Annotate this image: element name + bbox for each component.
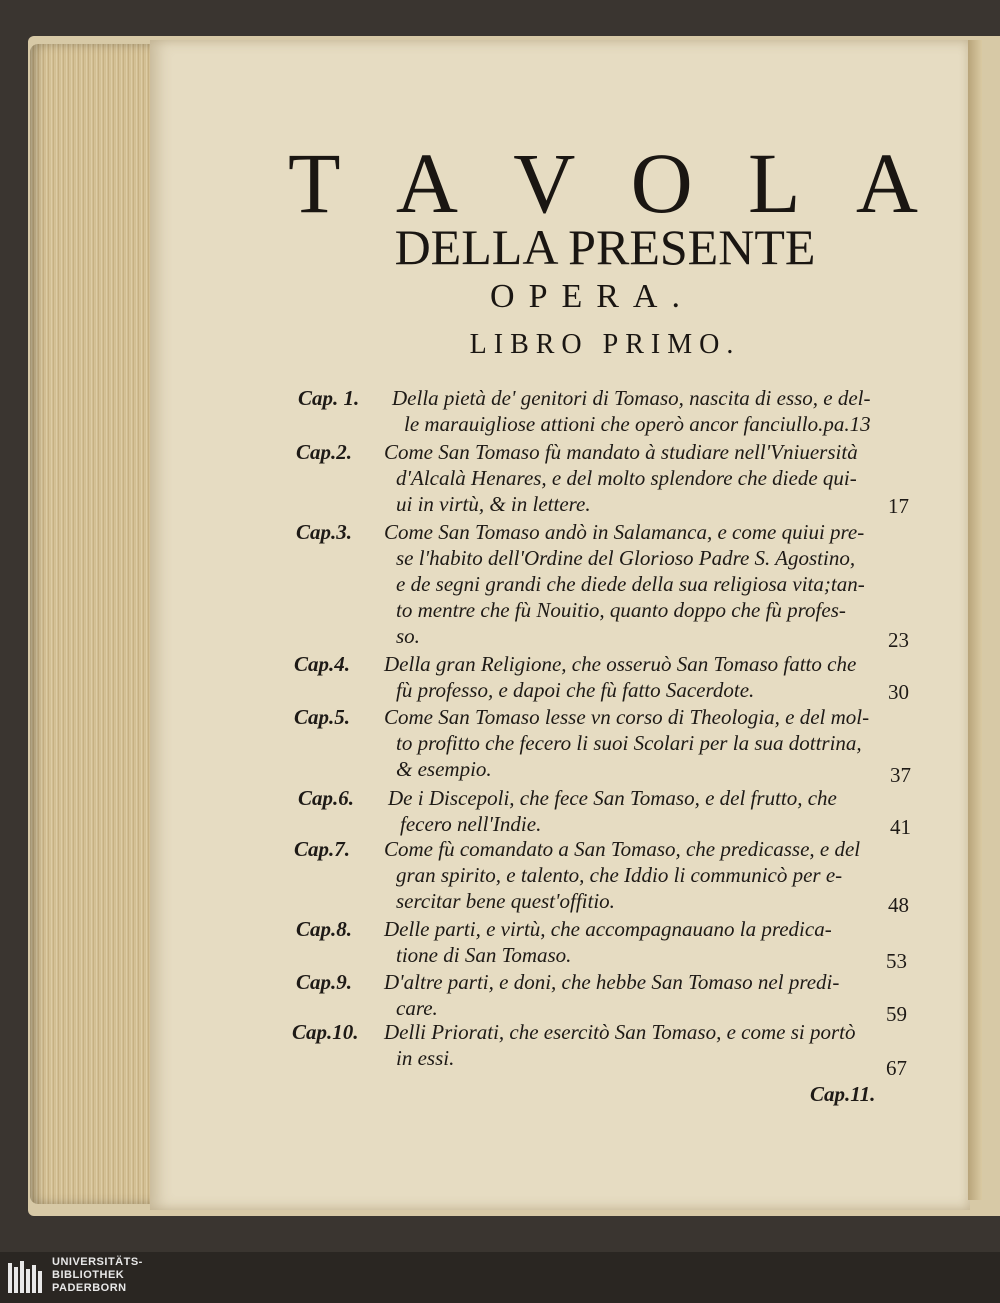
toc-page-number: 37 [890,763,911,787]
library-footer [0,1252,1000,1303]
toc-entry-line: fecero nell'Indie. [400,812,542,836]
toc-entry-line: Come San Tomaso lesse vn corso di Theologia, e del mol- [384,705,870,729]
library-name-line: UNIVERSITÄTS- [52,1256,143,1268]
library-name-line: BIBLIOTHEK [52,1269,125,1281]
toc-chapter-label: Cap.5. [294,705,351,729]
toc-page-number: 53 [886,949,907,973]
toc-chapter-label: Cap.10. [292,1020,359,1044]
toc-entry-line: se l'habito dell'Ordine del Glorioso Padre S. Agostino, [396,546,856,570]
toc-page-number: 30 [888,680,909,704]
toc-entry-line: to profitto che fecero li suoi Scolari per la sua dottrina, [396,731,862,755]
title-letter: A [855,135,918,231]
title-letter: L [748,135,801,231]
title-letter: V [513,135,576,231]
toc-entry-line: Delli Priorati, che esercitò San Tomaso, e come si portò [384,1020,856,1044]
toc-chapter-label: Cap.8. [296,917,353,941]
toc-entry-line: sercitar bene quest'offitio. [396,889,615,913]
toc-page-number: 59 [886,1002,907,1026]
toc-page-number: 23 [888,628,909,652]
title-tavola [288,135,918,231]
toc-chapter-label: Cap.4. [294,652,351,676]
title-opera: OPERA. [490,278,694,315]
toc-entry-line: & esempio. [396,757,492,781]
title-letter: O [630,135,693,231]
library-name-line: PADERBORN [52,1282,127,1294]
catchword: Cap.11. [810,1082,876,1106]
toc-chapter-label: Cap.7. [294,837,351,861]
toc-entry-line: ui in virtù, & in lettere. [396,492,591,516]
toc-chapter-label: Cap. 1. [298,386,360,410]
toc-page-number: 48 [888,893,909,917]
toc-entry-line: le marauigliose attioni che operò ancor fanciullo.pa.13 [404,412,871,436]
toc-entry-line: to mentre che fù Nouitio, quanto doppo che fù profes- [396,598,846,622]
title-della-presente: DELLA PRESENTE [394,219,816,275]
toc-entry-line: in essi. [396,1046,455,1070]
toc-page-number: 67 [886,1056,907,1080]
toc-entry-line: De i Discepoli, che fece San Tomaso, e del frutto, che [388,786,837,810]
toc-entry-line: Delle parti, e virtù, che accompagnauano la predica- [384,917,832,941]
toc-entry-line: d'Alcalà Henares, e del molto splendore che diede qui- [396,466,857,490]
toc-entry-line: Come fù comandato a San Tomaso, che predicasse, e del [384,837,861,861]
toc-chapter-label: Cap.2. [296,440,353,464]
toc-entry-line: tione di San Tomaso. [396,943,572,967]
toc-entry-line: care. [396,996,438,1020]
toc-entry-line: Come San Tomaso andò in Salamanca, e come quiui pre- [384,520,865,544]
library-logo-icon [8,1261,46,1295]
toc-entry-line: D'altre parti, e doni, che hebbe San Tomaso nel predi- [384,970,840,994]
toc-entry-line: gran spirito, e talento, che Iddio li communicò per e- [396,863,843,887]
toc-page-number: 17 [888,494,909,518]
toc-entry-line: Della pietà de' genitori di Tomaso, nascita di esso, e del- [392,386,871,410]
toc-entry-line: Della gran Religione, che osseruò San Tomaso fatto che [384,652,857,676]
title-letter: A [395,135,458,231]
toc-entry-line: fù professo, e dapoi che fù fatto Sacerdote. [396,678,755,702]
toc-chapter-label: Cap.3. [296,520,353,544]
title-letter: T [288,135,341,231]
library-name [52,1256,143,1295]
toc-entry-line: e de segni grandi che diede della sua religiosa vita;tan- [396,572,865,596]
title-libro-primo: LIBRO PRIMO. [469,329,741,360]
toc-entry-line: so. [396,624,420,648]
toc-page-number: 41 [890,815,911,839]
toc-chapter-label: Cap.9. [296,970,353,994]
toc-chapter-label: Cap.6. [298,786,355,810]
toc-entry-line: Come San Tomaso fù mandato à studiare nell'Vniuersità [384,440,858,464]
